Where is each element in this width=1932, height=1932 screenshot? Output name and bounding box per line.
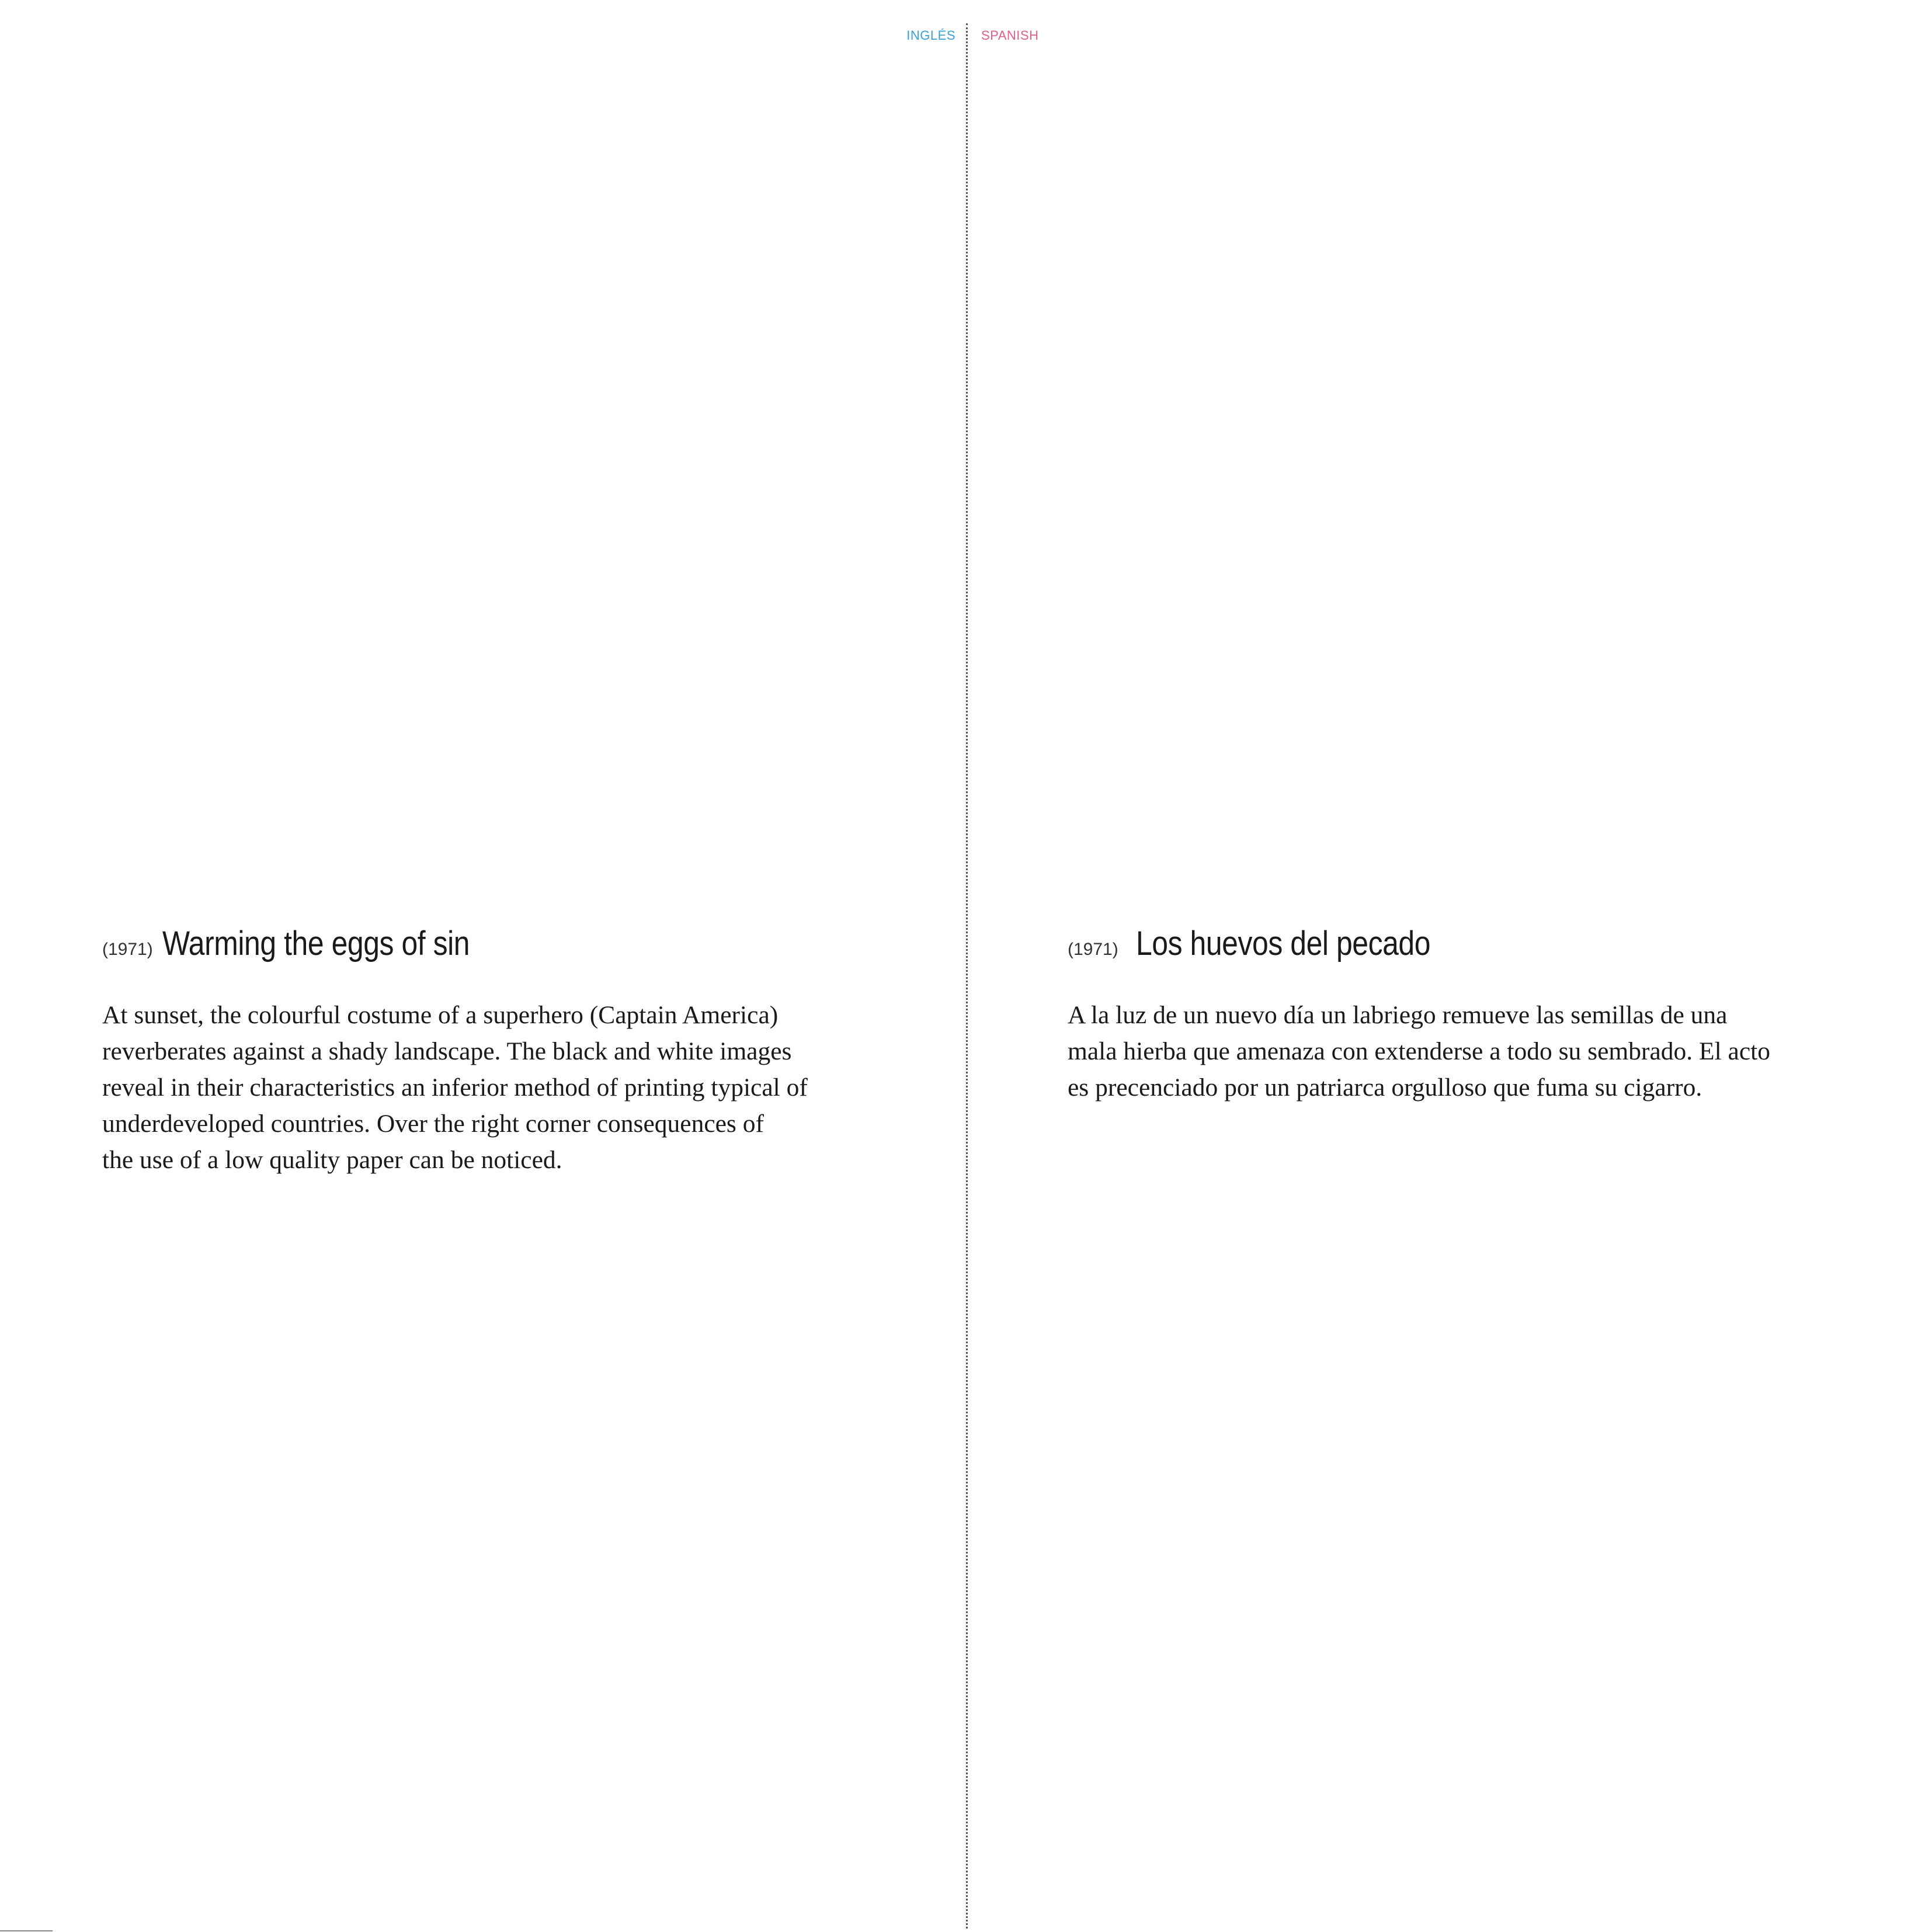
spanish-year: (1971)	[1068, 940, 1118, 959]
english-heading	[102, 924, 885, 963]
english-line: underdeveloped countries. Over the right corner consequences of	[102, 1110, 764, 1138]
spanish-title: Los huevos del pecado	[1135, 925, 1430, 962]
spanish-line: es precenciado por un patriarca orgulloso que fuma su cigarro.	[1068, 1073, 1702, 1101]
english-line: reveal in their characteristics an inferior method of printing typical of	[102, 1073, 808, 1101]
english-description	[102, 997, 885, 1178]
english-title: Warming the eggs of sin	[162, 925, 470, 962]
language-label-spanish: SPANISH	[981, 28, 1039, 43]
spanish-column	[1068, 924, 1850, 1106]
english-line: the use of a low quality paper can be noticed.	[102, 1146, 562, 1174]
spanish-line: mala hierba que amenaza con extenderse a todo su sembrado. El acto	[1068, 1037, 1770, 1065]
english-line: reverberates against a shady landscape. The black and white images	[102, 1037, 792, 1065]
spanish-description	[1068, 997, 1850, 1106]
english-line: At sunset, the colourful costume of a superhero (Captain America)	[102, 1001, 779, 1029]
language-label-english: INGLÉS	[906, 28, 955, 43]
english-column	[102, 924, 885, 1178]
english-year: (1971)	[102, 940, 153, 959]
spanish-line: A la luz de un nuevo día un labriego remueve las semillas de una	[1068, 1001, 1728, 1029]
page-edge-mark	[0, 1930, 53, 1931]
spanish-heading	[1068, 924, 1850, 963]
column-divider	[966, 23, 968, 1928]
